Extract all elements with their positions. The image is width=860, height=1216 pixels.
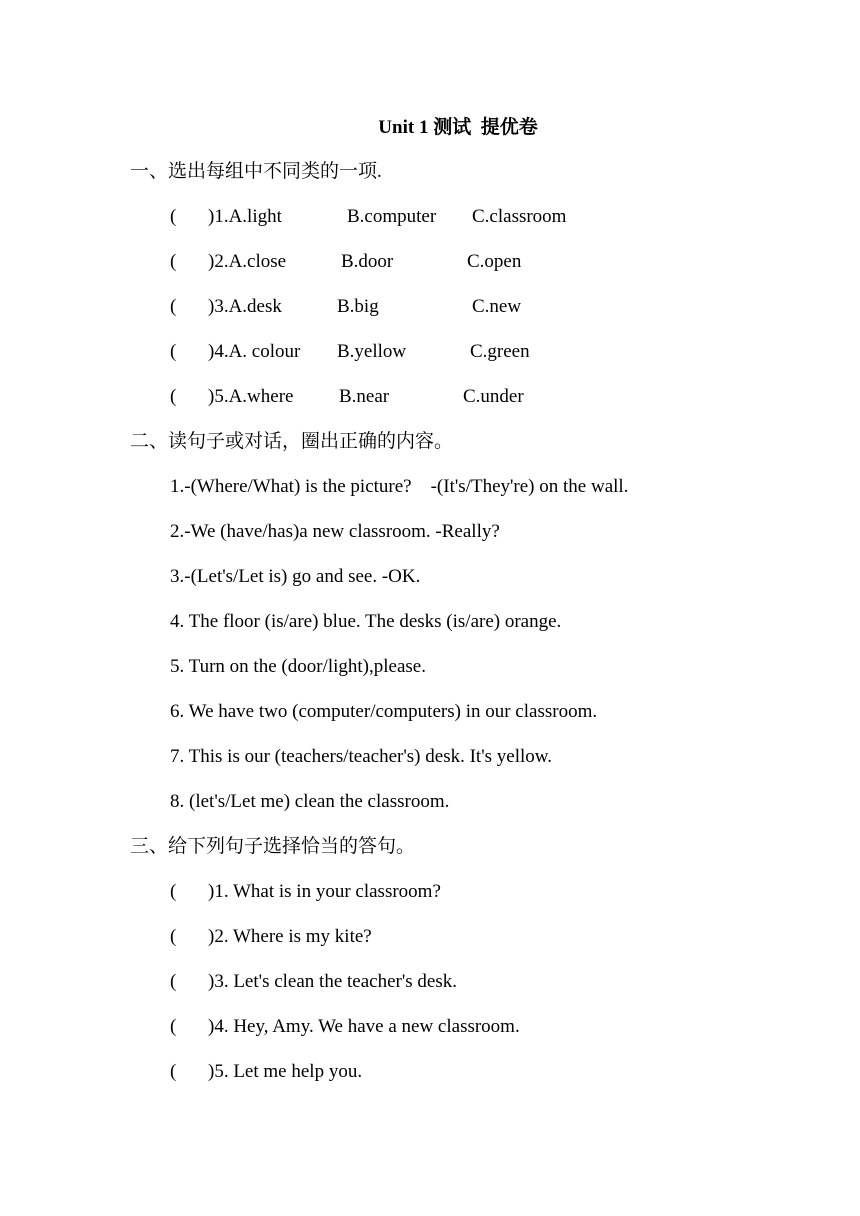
option-a: )4.A. colour (208, 341, 301, 362)
answer-blank: ( (170, 251, 177, 272)
option-c: C.open (467, 251, 522, 272)
question-text: )5. Let me help you. (208, 1061, 363, 1082)
section2-item: 6. We have two (computer/computers) in our classroom. (170, 701, 598, 722)
option-c: C.classroom (472, 206, 567, 227)
answer-blank: ( (170, 386, 177, 407)
answer-blank: ( (170, 206, 177, 227)
section3-item (170, 924, 372, 950)
section2-item: 7. This is our (teachers/teacher's) desk. It's yellow. (170, 746, 552, 767)
option-a: )3.A.desk (208, 296, 282, 317)
section3-item (170, 879, 441, 905)
option-a: )5.A.where (208, 386, 294, 407)
answer-blank: ( (170, 1061, 177, 1082)
answer-blank: ( (170, 296, 177, 317)
option-b: B.big (337, 296, 379, 317)
option-a: )1.A.light (208, 206, 282, 227)
section2-item: 2.-We (have/has)a new classroom. -Really? (170, 521, 500, 542)
question-text: )1. What is in your classroom? (208, 881, 441, 902)
option-b: B.yellow (337, 341, 407, 362)
section2-heading: 二、读句子或对话，圈出正确的内容。 (130, 431, 454, 452)
option-a: )2.A.close (208, 251, 287, 272)
option-c: C.green (470, 341, 530, 362)
answer-blank: ( (170, 881, 177, 902)
option-b: B.computer (347, 206, 437, 227)
question-text: )3. Let's clean the teacher's desk. (208, 971, 457, 992)
question-text: )4. Hey, Amy. We have a new classroom. (208, 1016, 520, 1037)
option-b: B.door (341, 251, 394, 272)
section3-item (170, 969, 457, 995)
section2-item: 8. (let's/Let me) clean the classroom. (170, 791, 450, 812)
section2-item: 1.-(Where/What) is the picture? -(It's/They're) on the wall. (170, 476, 629, 497)
option-b: B.near (339, 386, 390, 407)
section1-heading: 一、选出每组中不同类的一项. (130, 161, 382, 182)
section2-item: 5. Turn on the (door/light),please. (170, 656, 426, 677)
answer-blank: ( (170, 971, 177, 992)
answer-blank: ( (170, 1016, 177, 1037)
option-c: C.new (472, 296, 522, 317)
answer-blank: ( (170, 926, 177, 947)
answer-blank: ( (170, 341, 177, 362)
question-text: )2. Where is my kite? (208, 926, 372, 947)
option-c: C.under (463, 386, 524, 407)
section3-item (170, 1059, 362, 1085)
section2-item: 4. The floor (is/are) blue. The desks (is/are) orange. (170, 611, 562, 632)
section3-heading: 三、给下列句子选择恰当的答句。 (130, 836, 416, 857)
section2-item: 3.-(Let's/Let is) go and see. -OK. (170, 566, 421, 587)
page-title: Unit 1 测试 提优卷 (378, 117, 538, 138)
section3-item (170, 1014, 520, 1040)
